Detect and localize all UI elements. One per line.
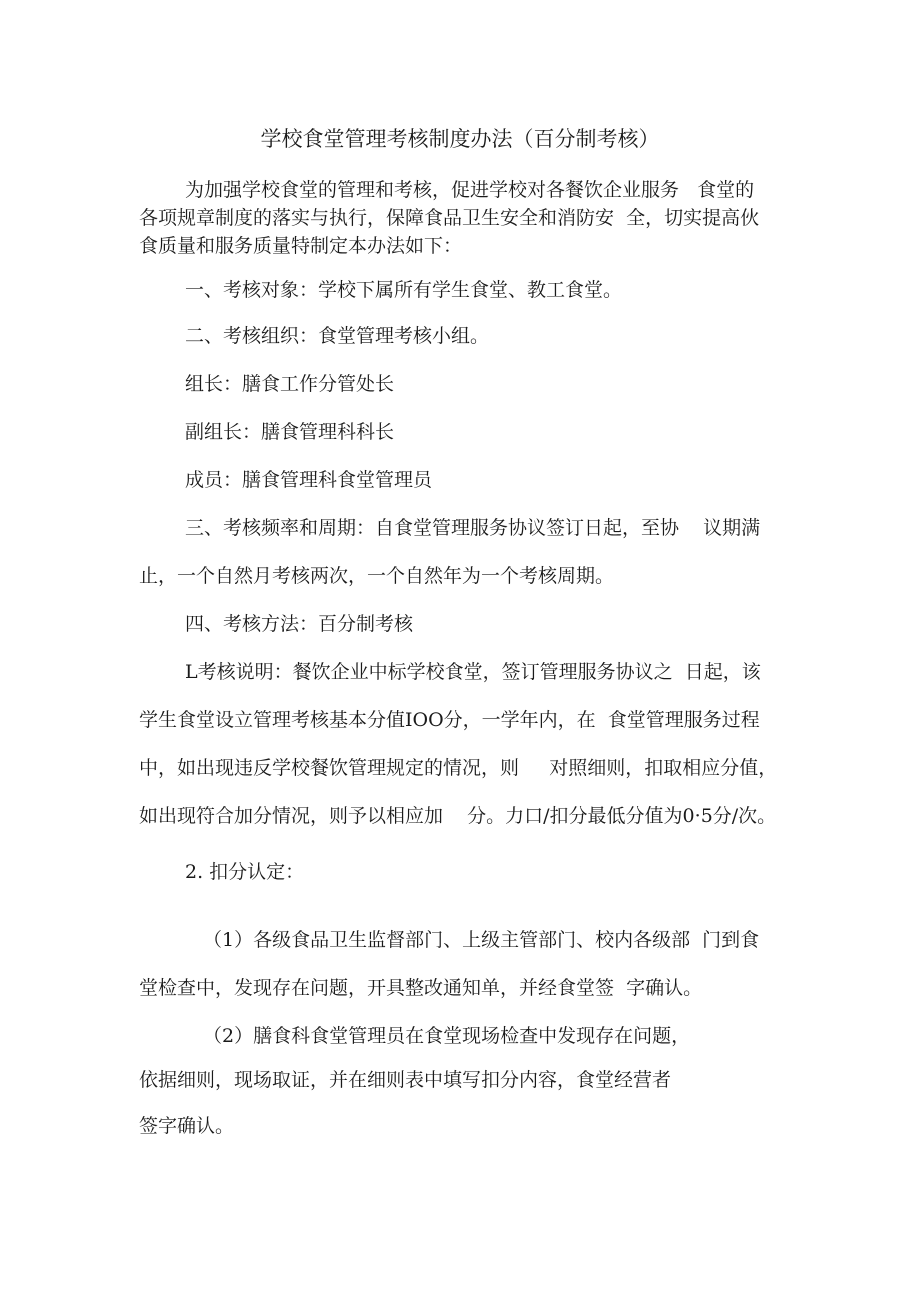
item-2-line-1: （2）膳食科食堂管理员在食堂现场检查中发现存在问题， bbox=[203, 1025, 691, 1047]
leader-line: 组长：膳食工作分管处长 bbox=[185, 373, 395, 395]
note-1-line-4: 如出现符合加分情况，则予以相应加 分。力口/扣分最低分值为0·5分/次。 bbox=[139, 805, 777, 827]
section-1-target: 一、考核对象：学校下属所有学生食堂、教工食堂。 bbox=[185, 279, 623, 301]
deputy-leader-line: 副组长：膳食管理科科长 bbox=[185, 421, 395, 443]
note-1-line-2: 学生食堂设立管理考核基本分值IOO分，一学年内，在 食堂管理服务过程 bbox=[139, 709, 760, 731]
intro-line-1: 为加强学校食堂的管理和考核，促进学校对各餐饮企业服务 食堂的 bbox=[185, 179, 755, 201]
intro-line-2: 各项规章制度的落实与执行，保障食品卫生安全和消防安 全，切实提高伙 bbox=[139, 207, 760, 229]
members-line: 成员：膳食管理科食堂管理员 bbox=[185, 469, 433, 491]
note-2-heading: 2. 扣分认定： bbox=[185, 861, 305, 883]
section-3-line-1: 三、考核频率和周期：自食堂管理服务协议签订日起，至协 议期满 bbox=[185, 517, 761, 539]
section-4-method: 四、考核方法：百分制考核 bbox=[185, 613, 414, 635]
section-2-organization: 二、考核组织：食堂管理考核小组。 bbox=[185, 325, 490, 347]
intro-line-3: 食质量和服务质量特制定本办法如下： bbox=[139, 235, 463, 257]
document-title: 学校食堂管理考核制度办法（百分制考核） bbox=[260, 127, 660, 151]
section-3-line-2: 止，一个自然月考核两次，一个自然年为一个考核周期。 bbox=[139, 565, 615, 587]
note-1-line-3: 中，如出现违反学校餐饮管理规定的情况，则 对照细则，扣取相应分值， bbox=[139, 757, 778, 779]
item-2-line-2: 依据细则，现场取证，并在细则表中填写扣分内容，食堂经营者 bbox=[139, 1069, 672, 1091]
item-2-line-3: 签字确认。 bbox=[139, 1115, 235, 1137]
note-1-line-1: L考核说明：餐饮企业中标学校食堂，签订管理服务协议之 日起，该 bbox=[185, 661, 761, 683]
item-1-line-2: 堂检查中，发现存在问题，开具整改通知单，并经食堂签 字确认。 bbox=[139, 977, 703, 999]
item-1-line-1: （1）各级食品卫生监督部门、上级主管部门、校内各级部 门到食 bbox=[203, 929, 760, 951]
